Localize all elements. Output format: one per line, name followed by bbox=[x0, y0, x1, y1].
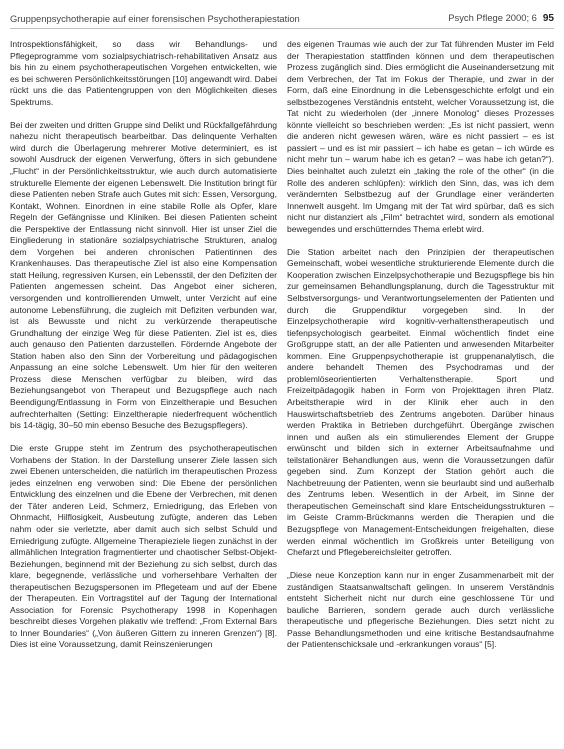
header-rule bbox=[10, 28, 554, 29]
header-right bbox=[448, 12, 554, 24]
journal-citation: Psych Pflege 2000; 6 bbox=[448, 12, 537, 23]
left-column bbox=[10, 39, 277, 739]
paragraph: Introspektionsfähigkeit, so dass wir Behandlungs- und Pflegeprogramme vom sozialpsychiatrisch-rehabilitativen Ansatz aus bis hin zu einem psychotherapeutischen Vorgehen entwickelten, wie es bei schweren Persönlichkeitsstörungen [10] angewandt wird. Dabei rückt uns die das Patientengruppen von den Möglichkeiten dieses Spektrums. bbox=[10, 39, 277, 107]
paragraph: des eigenen Traumas wie auch der zur Tat führenden Muster im Feld der Therapiestation stattfinden können und dem therapeutischen Prozess zugänglich sind. Dies ermöglicht die Auseinandersetzung mit dem Verbrechen, der Tat im Fokus der Therapie, und zwar in der Form, daß eine Einordnung in die Lebensgeschichte erfolgt und ein selbstbezogenes Verständnis entsteht, welcher Voraussetzung ist, die Tat nicht zu wiederholen (der „innere Monolog“ dieses Prozesses könnte vielleicht so beschrieben werden: „Es ist nicht passiert, wenn die anderen nicht gewesen wären, wäre es nicht passiert – es ist passiert – und es ist mir passiert – ich habe es getan – ich würde es nicht mehr tun – warum habe ich es getan? – was habe ich getan?“). Dies beinhaltet auch zuletzt ein „taking the role of the other“ (in die Rolle des anderen schlüpfen): wirklich den Sinn, das, was ich dem verändernten Selbstbezug auf der Grundlage einer veränderten Innenwelt ausgeht. Im Umgang mit der Tat wird spürbar, daß es sich nicht nur distanziert als „Film“ betrachtet wird, sondern als emotional bewegendes und erschütterndes Thema erlebt wird. bbox=[287, 39, 554, 234]
paragraph: Die Station arbeitet nach den Prinzipien der therapeutischen Gemeinschaft, wobei wesentliche strukturierende Elemente durch die Kooperation zwischen Einzelpsychotherapie und Bezugspflege bis hin zur gemeinsamen Behandlungsplanung, durch die Tagesstruktur mit Selbstversorgungs- und Verantwortungselementen der Patienten und durch die Gruppendiktur vorgegeben sind. In der Einzelpsychotherapie wird kognitiv-verhaltenstherapeutisch und tiefenpsychologisch gearbeitet. Einmal wöchentlich findet eine Großgruppe statt, an der alle Patienten und anwesenden Mitarbeiter kommen. Eine Gruppenpsychotherapie ist gruppenanalytisch, die andere behandelt Themen des Psychodramas und der problemlöseorientierten Verhaltenstherapie. Sport und Freizeitpädagogik haben in Form von Projekttagen ihren Platz. Arbeitstherapie wird in der Klinik eher auch in den Hauswirtschaftsbetrieb des Zentrums angeboten. Darüber hinaus werden Praktika in Betrieben durchgeführt. Übergänge zwischen innen und außen als ein stimulierendes Element der Gruppe erwünscht und bilden sich in externer Arbeitsaufnahme und teilstationärer Behandlungen aus, wenn die Voraussetzungen dafür gegeben sind. Zum Konzept der Station gehört auch die Nachbetreuung der Patienten, wenn sie beurlaubt sind und außerhalb des Zentrums leben. Wesentlich in der Arbeit, im Sinne der therapeutischen Gemeinschaft sind klare Entscheidungsstrukturen – im Geiste Cramm-Brückmanns werden die Therapien und die Bezugspflege von Management-Entscheidungen freigehalten, diese werden einmal wöchentlich im Großkreis unter Beteiligung von Chefarzt und Pflegebereichsleiter getroffen. bbox=[287, 246, 554, 558]
page-number: 95 bbox=[542, 13, 554, 24]
right-column bbox=[287, 39, 554, 739]
running-header bbox=[10, 10, 554, 26]
paragraph: „Diese neue Konzeption kann nur in enger Zusammenarbeit mit der zuständigen Staatsanwaltschaft gelingen. In unserem Verständnis entsteht Sicherheit nicht nur durch eine geschlossene Tür und bauliche Barrieren, sondern gerade auch durch verlässliche therapeutische und pflegerische Beziehungen. Dies setzt nicht zu Passe Behandlungsmethoden und eine kritische Bestandsaufnahme der Patientenschicksale und -erkrankungen voraus“ [5]. bbox=[287, 570, 554, 650]
paragraph: Bei der zweiten und dritten Gruppe sind Delikt und Rückfallgefährdung nahezu nicht therapeutisch bearbeitbar. Das delinquente Verhalten wird durch die Überlagerung mehrerer Motive determiniert, es ist sowohl Ausdruck der eigenen Verwerfung, öfters in sich gebundene „Flucht“ in der Persönlichkeitsstruktur, wie auch durch automatisierte strukturelle Elemente der eigenen Lebenswelt. Die Institution bringt für diese Patienten neben Strafe auch Gutes mit sich: Essen, Versorgung, Kontakt, Wohnen. Einordnen in eine stabile Rolle als Opfer, klare Regeln der Gefängnisse und Kliniken. Bei diesen Patienten scheint die Perspektive der Entlassung nicht sinnvoll. Hier ist unser Ziel die Eingliederung in stationäre sozialpsychiatrische Strukturen, analog dem Vorgehen bei anderen chronischen Patientinnen des Krankenhauses. Das therapeutische Ziel ist also eine Kompensation statt Heilung, regressiven Kursen, ein Lebensstil, der den Defiziten der Patienten angemessen scheint. Das Angebot einer sicheren, versorgenden und kontrollierenden Umwelt, unter Verzicht auf eine autonome Lebensführung, die zugleich mit Defiziten verbunden war, ist als Bewusste und nicht zu verkürzende therapeutische Grundhaltung der einzige Weg für diese Patienten. Ziel ist es, dies auch genauso den Patienten darzustellen. Fördernde Angebote der Station haben also den Sinn der Vorbereitung und pädagogischen Anpassung an eine solche Lebenswelt. Um hier für den weiteren Prozess diese Menschen verfügbar zu bleiben, wird das Beziehungsangebot von Therapeut und Bezugspflege auch nach Beendigung/Entlassung in Form von Einzeltherapie und Besuchen aufrechterhalten (Setting: Einzeltherapie niederfrequent wöchentlich bis 14-tägig, 30–50 min ebenso Besuche des Bezugspflegers). bbox=[10, 119, 277, 431]
running-title: Gruppenpsychotherapie auf einer forensischen Psychotherapiestation bbox=[10, 12, 300, 24]
paragraph: Die erste Gruppe steht im Zentrum des psychotherapeutischen Vorhabens der Station. In der Darstellung unserer Ziele lassen sich zwei Ebenen unterscheiden, die natürlich im therapeutischen Prozess jedes einzelnen eng verwoben sind: Die Ebene der persönlichen Entwicklung des einzelnen und die Ebene der Verbrechen, mit denen der Täter anderen Leid, Schmerz, Erniedrigung, das Erleben von Ohnmacht, Hilflosigkeit, Ausbeutung zufügte, anderen das Leben nahm oder sie verletzte, aber damit auch sich selbst Schuld und Erniedrigung zufügte. Allgemeine Therapieziele liegen zunächst in der allmählichen Integration fragmentierter und chaotischer Selbst-Objekt-Beziehungen, beginnend mit der Beziehung zu sich selbst, durch das klare, begegnende, verlässliche und vorhersehbare Verhalten der therapeutischen Bezugspersonen im Pflegeteam und auf der Ebene der Therapeuten. Ein Vortragstitel auf der Tagung der International Association for Forensic Psychotherapy 1998 in Kopenhagen beschreibt dieses Vorgehen plakativ wie treffend: „From External Bars to Inner Boundaries“ („Von äußeren Gittern zu inneren Grenzen“) [8]. Dies ist eine Voraussetzung, damit Reinszenierungen bbox=[10, 443, 277, 650]
